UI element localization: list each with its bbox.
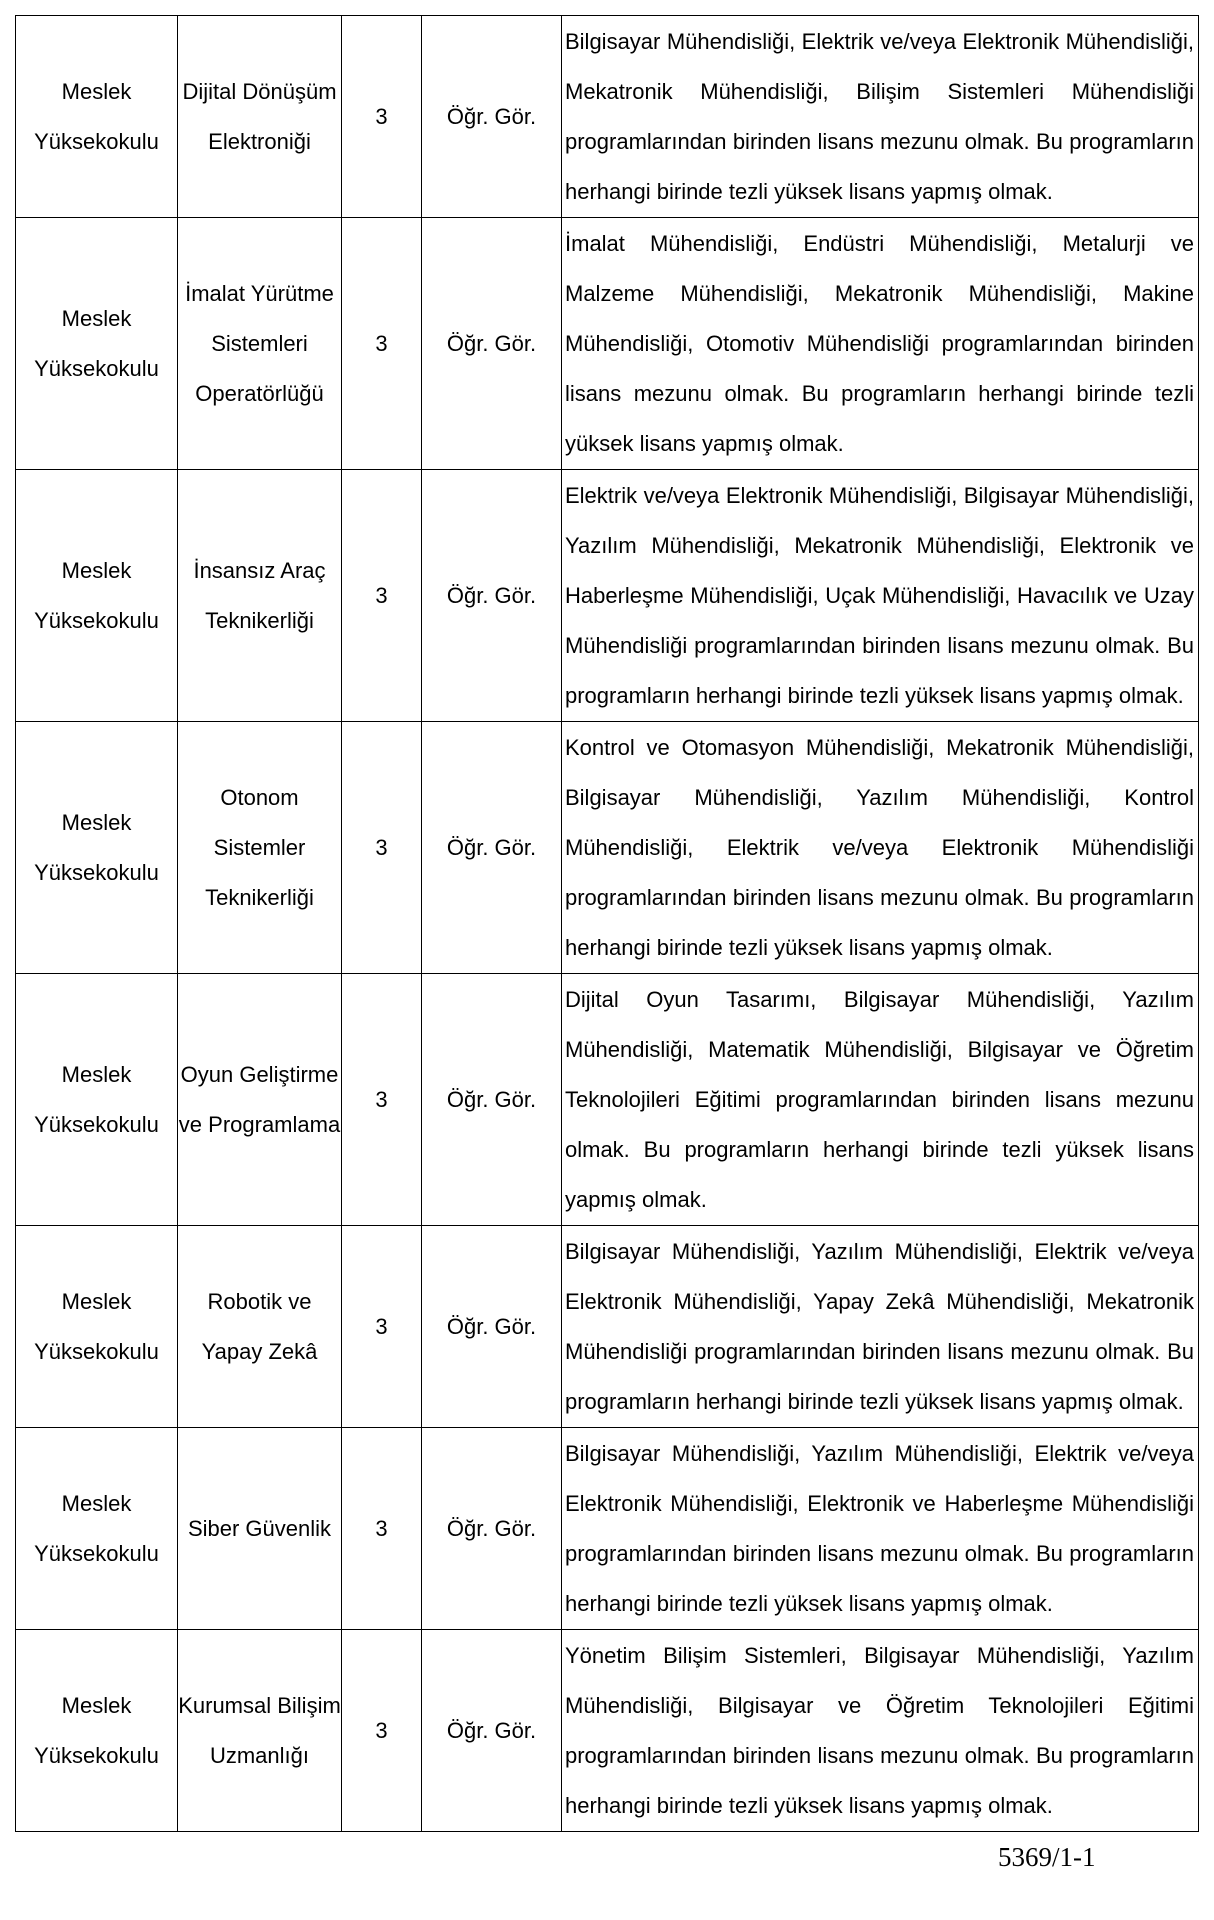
title-cell: Öğr. Gör. bbox=[422, 1630, 562, 1832]
unit-cell: Meslek Yüksekokulu bbox=[16, 1428, 178, 1630]
program-cell: Siber Güvenlik bbox=[178, 1428, 342, 1630]
unit-cell: Meslek Yüksekokulu bbox=[16, 1226, 178, 1428]
program-cell: Kurumsal Bilişim Uzmanlığı bbox=[178, 1630, 342, 1832]
table-row bbox=[16, 470, 1199, 722]
quota-cell: 3 bbox=[342, 1630, 422, 1832]
title-cell: Öğr. Gör. bbox=[422, 218, 562, 470]
title-cell: Öğr. Gör. bbox=[422, 470, 562, 722]
requirement-cell: İmalat Mühendisliği, Endüstri Mühendisliği, Metalurji ve Malzeme Mühendisliği, Mekatronik Mühendisliği, Makine Mühendisliği, Otomotiv Mühendisliği programlarından birinden lisans mezunu olmak. Bu programların herhangi birinde tezli yüksek lisans yapmış olmak. bbox=[562, 218, 1199, 470]
quota-cell: 3 bbox=[342, 722, 422, 974]
program-cell: Otonom Sistemler Teknikerliği bbox=[178, 722, 342, 974]
quota-cell: 3 bbox=[342, 1428, 422, 1630]
title-cell: Öğr. Gör. bbox=[422, 16, 562, 218]
title-cell: Öğr. Gör. bbox=[422, 1226, 562, 1428]
requirement-cell: Bilgisayar Mühendisliği, Yazılım Mühendisliği, Elektrik ve/veya Elektronik Mühendisliği, Elektronik ve Haberleşme Mühendisliği programlarından birinden lisans mezunu olmak. Bu programların herhangi birinde tezli yüksek lisans yapmış olmak. bbox=[562, 1428, 1199, 1630]
requirement-cell: Bilgisayar Mühendisliği, Yazılım Mühendisliği, Elektrik ve/veya Elektronik Mühendisliği, Yapay Zekâ Mühendisliği, Mekatronik Mühendisliği programlarından birinden lisans mezunu olmak. Bu programların herhangi birinde tezli yüksek lisans yapmış olmak. bbox=[562, 1226, 1199, 1428]
table-row bbox=[16, 218, 1199, 470]
quota-cell: 3 bbox=[342, 1226, 422, 1428]
program-cell: İnsansız Araç Teknikerliği bbox=[178, 470, 342, 722]
page-number: 5369/1-1 bbox=[998, 1842, 1096, 1872]
unit-cell: Meslek Yüksekokulu bbox=[16, 218, 178, 470]
unit-cell: Meslek Yüksekokulu bbox=[16, 1630, 178, 1832]
quota-cell: 3 bbox=[342, 218, 422, 470]
table-row bbox=[16, 1428, 1199, 1630]
program-cell: Oyun Geliştirme ve Programlama bbox=[178, 974, 342, 1226]
positions-table bbox=[15, 15, 1199, 1832]
table-row bbox=[16, 16, 1199, 218]
table-row bbox=[16, 1226, 1199, 1428]
quota-cell: 3 bbox=[342, 470, 422, 722]
unit-cell: Meslek Yüksekokulu bbox=[16, 722, 178, 974]
requirement-cell: Dijital Oyun Tasarımı, Bilgisayar Mühendisliği, Yazılım Mühendisliği, Matematik Mühendisliği, Bilgisayar ve Öğretim Teknolojileri Eğitimi programlarından birinden lisans mezunu olmak. Bu programların herhangi birinde tezli yüksek lisans yapmış olmak. bbox=[562, 974, 1199, 1226]
quota-cell: 3 bbox=[342, 16, 422, 218]
program-cell: İmalat Yürütme Sistemleri Operatörlüğü bbox=[178, 218, 342, 470]
table-row bbox=[16, 722, 1199, 974]
quota-cell: 3 bbox=[342, 974, 422, 1226]
requirement-cell: Elektrik ve/veya Elektronik Mühendisliği, Bilgisayar Mühendisliği, Yazılım Mühendisliği, Mekatronik Mühendisliği, Elektronik ve Haberleşme Mühendisliği, Uçak Mühendisliği, Havacılık ve Uzay Mühendisliği programlarından birinden lisans mezunu olmak. Bu programların herhangi birinde tezli yüksek lisans yapmış olmak. bbox=[562, 470, 1199, 722]
unit-cell: Meslek Yüksekokulu bbox=[16, 974, 178, 1226]
title-cell: Öğr. Gör. bbox=[422, 974, 562, 1226]
requirement-cell: Kontrol ve Otomasyon Mühendisliği, Mekatronik Mühendisliği, Bilgisayar Mühendisliği, Yazılım Mühendisliği, Kontrol Mühendisliği, Elektrik ve/veya Elektronik Mühendisliği programlarından birinden lisans mezunu olmak. Bu programların herhangi birinde tezli yüksek lisans yapmış olmak. bbox=[562, 722, 1199, 974]
requirement-cell: Bilgisayar Mühendisliği, Elektrik ve/veya Elektronik Mühendisliği, Mekatronik Mühendisliği, Bilişim Sistemleri Mühendisliği programlarından birinden lisans mezunu olmak. Bu programların herhangi birinde tezli yüksek lisans yapmış olmak. bbox=[562, 16, 1199, 218]
program-cell: Dijital Dönüşüm Elektroniği bbox=[178, 16, 342, 218]
unit-cell: Meslek Yüksekokulu bbox=[16, 16, 178, 218]
title-cell: Öğr. Gör. bbox=[422, 722, 562, 974]
unit-cell: Meslek Yüksekokulu bbox=[16, 470, 178, 722]
title-cell: Öğr. Gör. bbox=[422, 1428, 562, 1630]
table-row bbox=[16, 1630, 1199, 1832]
table-row bbox=[16, 974, 1199, 1226]
requirement-cell: Yönetim Bilişim Sistemleri, Bilgisayar Mühendisliği, Yazılım Mühendisliği, Bilgisayar ve Öğretim Teknolojileri Eğitimi programlarından birinden lisans mezunu olmak. Bu programların herhangi birinde tezli yüksek lisans yapmış olmak. bbox=[562, 1630, 1199, 1832]
program-cell: Robotik ve Yapay Zekâ bbox=[178, 1226, 342, 1428]
